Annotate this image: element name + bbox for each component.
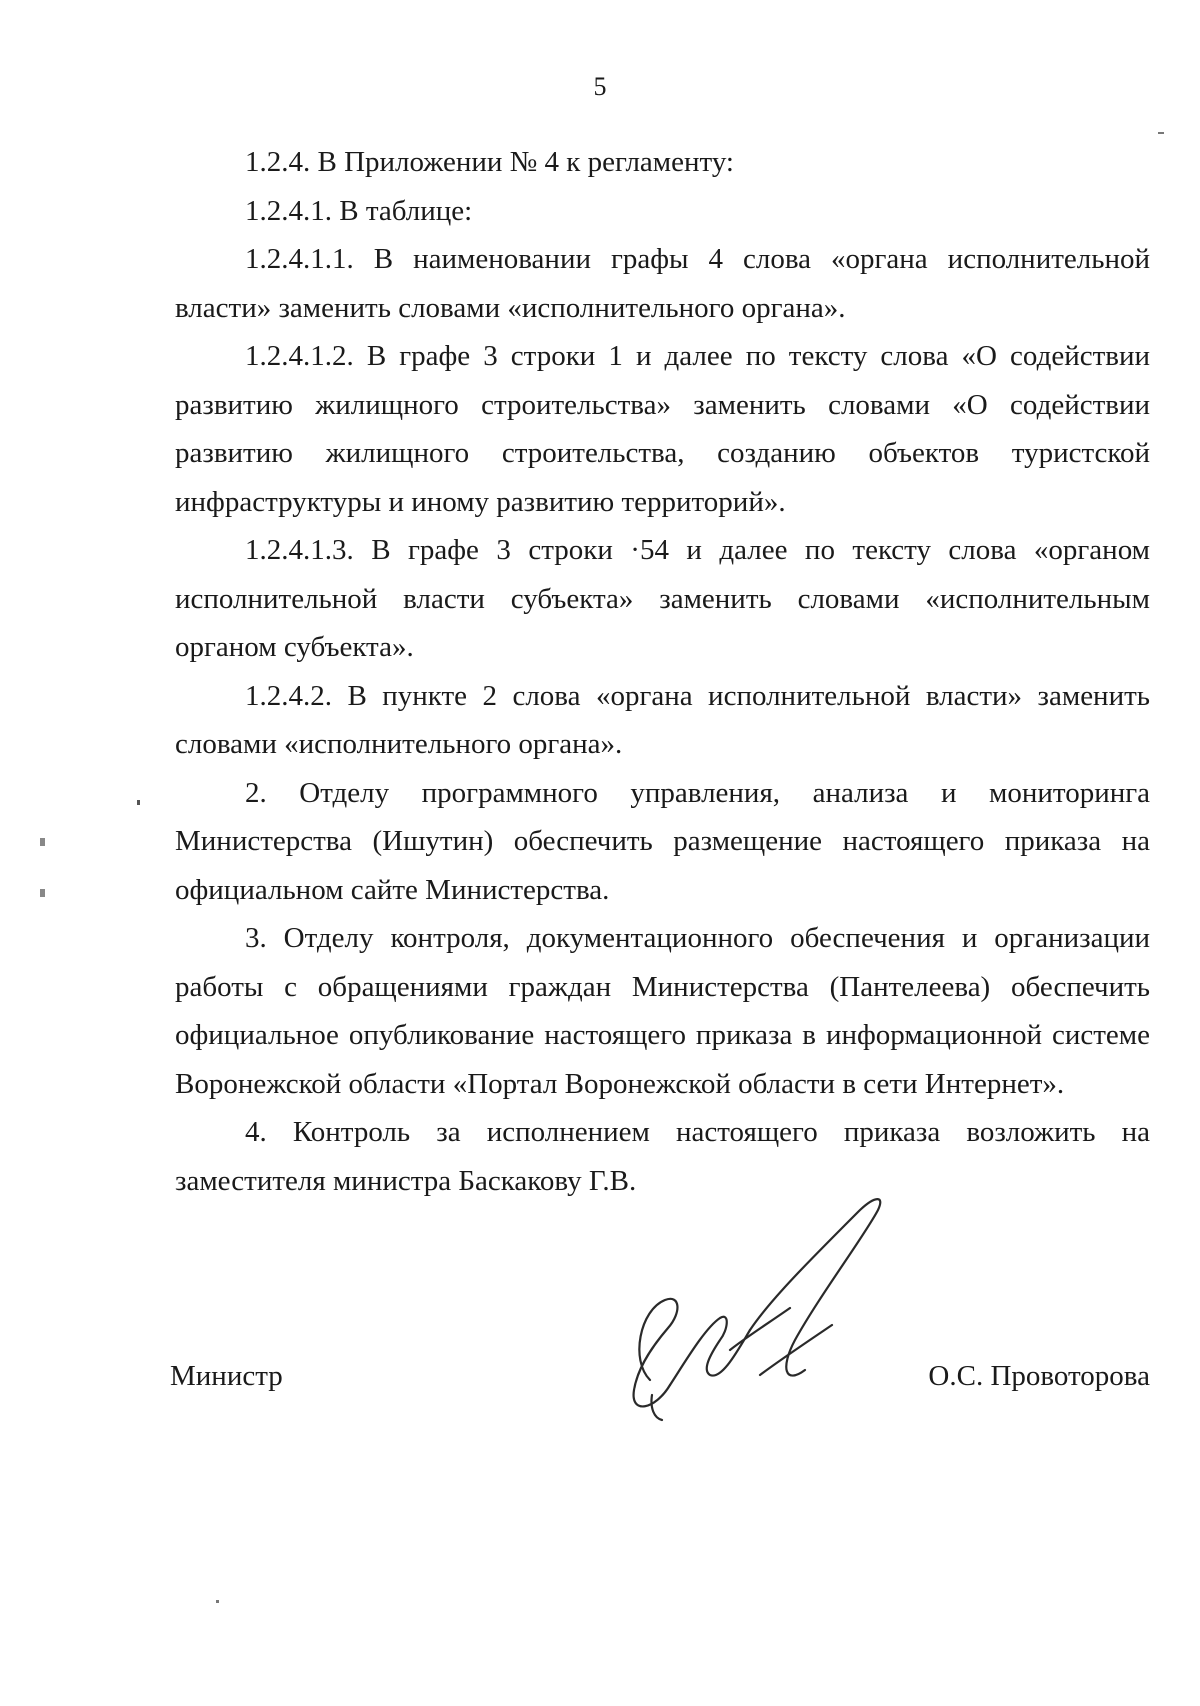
scan-mark — [137, 800, 140, 805]
document-body — [175, 138, 1150, 1205]
paragraph-1-2-4: 1.2.4. В Приложении № 4 к регламенту: — [245, 146, 734, 178]
page-number: 5 — [593, 72, 607, 101]
scan-mark — [216, 1600, 219, 1603]
paragraph-1-2-4-2: 1.2.4.2. В пункте 2 слова «органа исполнительной власти» заменить словами «исполнительного органа». — [175, 679, 1150, 760]
signer-title: Министр — [170, 1360, 283, 1392]
paragraph-3: 3. Отделу контроля, документационного обеспечения и организации работы с обращениями граждан Министерства (Пантелеева) обеспечить официальное опубликование настоящего приказа в информационной системе Воронежской области «Портал Воронежской области в сети Интернет». — [175, 922, 1150, 1100]
paragraph-4: 4. Контроль за исполнением настоящего приказа возложить на заместителя министра Баскакову Г.В. — [175, 1116, 1150, 1197]
paragraph-2: 2. Отделу программного управления, анализа и мониторинга Министерства (Ишутин) обеспечить размещение настоящего приказа на официальном сайте Министерства. — [175, 776, 1150, 906]
signature-image — [610, 1190, 930, 1430]
signer-name: О.С. Провоторова — [928, 1360, 1150, 1392]
paragraph-1-2-4-1-1: 1.2.4.1.1. В наименовании графы 4 слова «органа исполнительной власти» заменить словами «исполнительного органа». — [175, 243, 1150, 324]
paragraph-1-2-4-1-2: 1.2.4.1.2. В графе 3 строки 1 и далее по тексту слова «О содействии развитию жилищного строительства» заменить словами «О содействии развитию жилищного строительства, созданию объектов туристской инфраструктуры и иному развитию территорий». — [175, 340, 1150, 518]
scan-mark — [40, 838, 45, 846]
scan-mark — [40, 889, 45, 897]
scan-mark — [1158, 132, 1164, 134]
paragraph-1-2-4-1: 1.2.4.1. В таблице: — [245, 194, 473, 227]
paragraph-1-2-4-1-3: 1.2.4.1.3. В графе 3 строки ·54 и далее по тексту слова «органом исполнительной власти субъекта» заменить словами «исполнительным органом субъекта». — [175, 534, 1150, 663]
